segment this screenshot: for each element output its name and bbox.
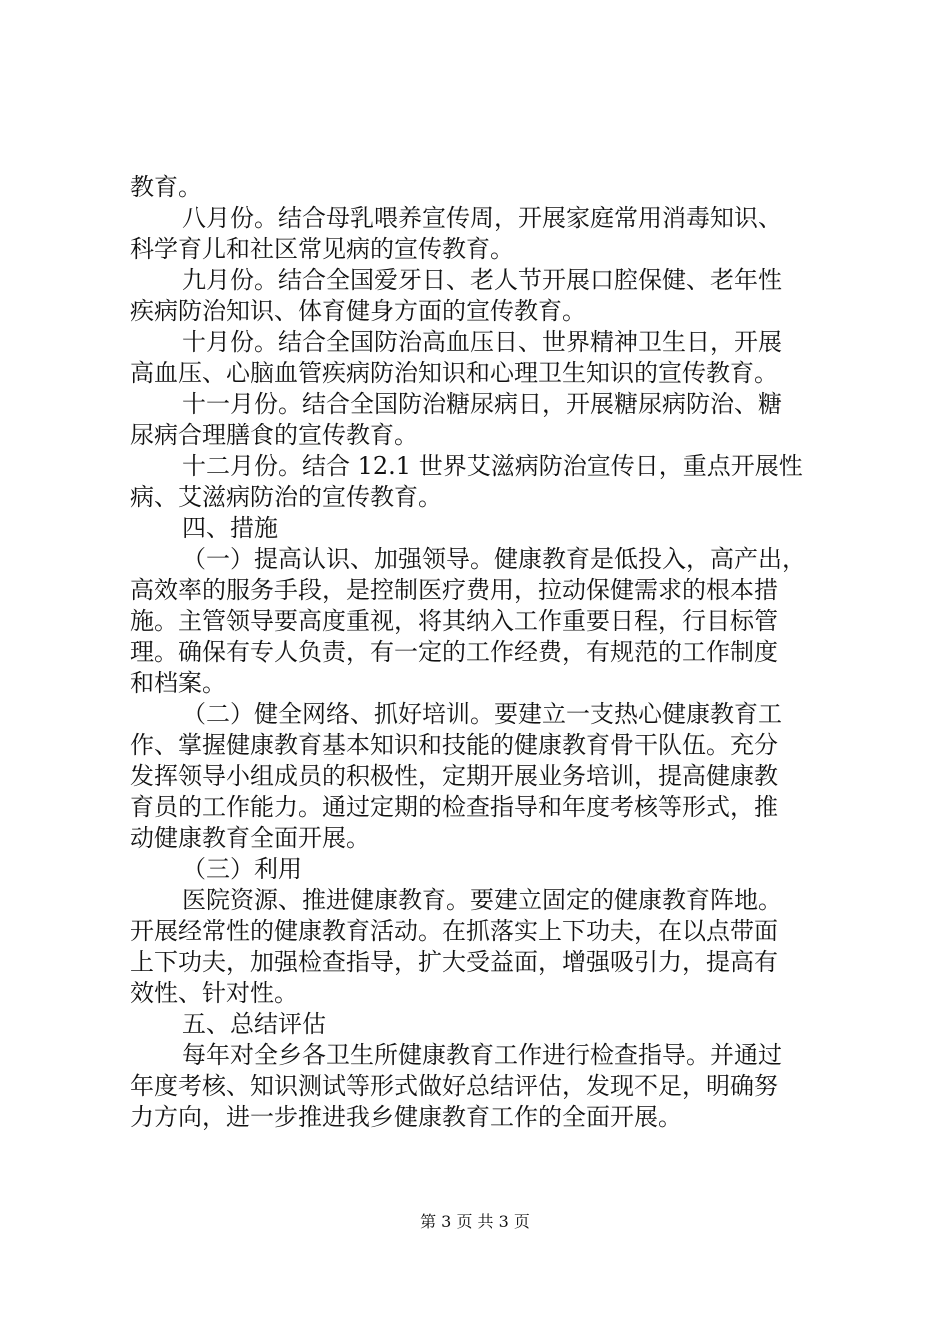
body-text-line: 八月份。结合母乳喂养宣传周，开展家庭常用消毒知识、 bbox=[182, 204, 782, 232]
body-text-line: 年度考核、知识测试等形式做好总结评估，发现不足，明确努 bbox=[130, 1072, 778, 1100]
body-text-line: 开展经常性的健康教育活动。在抓落实上下功夫，在以点带面 bbox=[130, 917, 778, 945]
body-text-line: 动健康教育全面开展。 bbox=[130, 824, 370, 852]
body-text-line: 尿病合理膳食的宣传教育。 bbox=[130, 421, 418, 449]
body-text-line: 理。确保有专人负责，有一定的工作经费，有规范的工作制度 bbox=[130, 638, 778, 666]
body-text-line: 十二月份。结合 12.1 世界艾滋病防治宣传日，重点开展性 bbox=[182, 452, 803, 480]
body-text-line: 和档案。 bbox=[130, 669, 226, 697]
body-text-line: 十一月份。结合全国防治糖尿病日，开展糖尿病防治、糖 bbox=[182, 390, 782, 418]
body-text-line: 育员的工作能力。通过定期的检查指导和年度考核等形式，推 bbox=[130, 793, 778, 821]
body-text-line: 四、措施 bbox=[182, 514, 278, 542]
body-text-line: 每年对全乡各卫生所健康教育工作进行检查指导。并通过 bbox=[182, 1041, 782, 1069]
body-text-line: 十月份。结合全国防治高血压日、世界精神卫生日，开展 bbox=[182, 328, 782, 356]
body-text-line: 医院资源、推进健康教育。要建立固定的健康教育阵地。 bbox=[182, 886, 782, 914]
body-text-line: 施。主管领导要高度重视，将其纳入工作重要日程，行目标管 bbox=[130, 607, 778, 635]
body-text-line: （三）利用 bbox=[182, 855, 302, 883]
body-text-line: 发挥领导小组成员的积极性，定期开展业务培训，提高健康教 bbox=[130, 762, 778, 790]
body-text-line: 五、总结评估 bbox=[182, 1010, 326, 1038]
body-text-line: 上下功夫，加强检查指导，扩大受益面，增强吸引力，提高有 bbox=[130, 948, 778, 976]
body-text-line: 疾病防治知识、体育健身方面的宣传教育。 bbox=[130, 297, 586, 325]
body-text-line: 九月份。结合全国爱牙日、老人节开展口腔保健、老年性 bbox=[182, 266, 782, 294]
body-text-line: 力方向，进一步推进我乡健康教育工作的全面开展。 bbox=[130, 1103, 682, 1131]
body-text-line: 效性、针对性。 bbox=[130, 979, 298, 1007]
body-text-line: 高血压、心脑血管疾病防治知识和心理卫生知识的宣传教育。 bbox=[130, 359, 778, 387]
body-text-line: （二）健全网络、抓好培训。要建立一支热心健康教育工 bbox=[182, 700, 782, 728]
body-text-line: （一）提高认识、加强领导。健康教育是低投入，高产出， bbox=[182, 545, 806, 573]
body-text-line: 高效率的服务手段，是控制医疗费用，拉动保健需求的根本措 bbox=[130, 576, 778, 604]
body-text-line: 教育。 bbox=[130, 173, 202, 201]
document-body bbox=[130, 172, 830, 1133]
body-text-line: 病、艾滋病防治的宣传教育。 bbox=[130, 483, 442, 511]
page-footer: 第 3 页 共 3 页 bbox=[420, 1212, 530, 1231]
body-text-line: 作、掌握健康教育基本知识和技能的健康教育骨干队伍。充分 bbox=[130, 731, 778, 759]
body-text-line: 科学育儿和社区常见病的宣传教育。 bbox=[130, 235, 514, 263]
